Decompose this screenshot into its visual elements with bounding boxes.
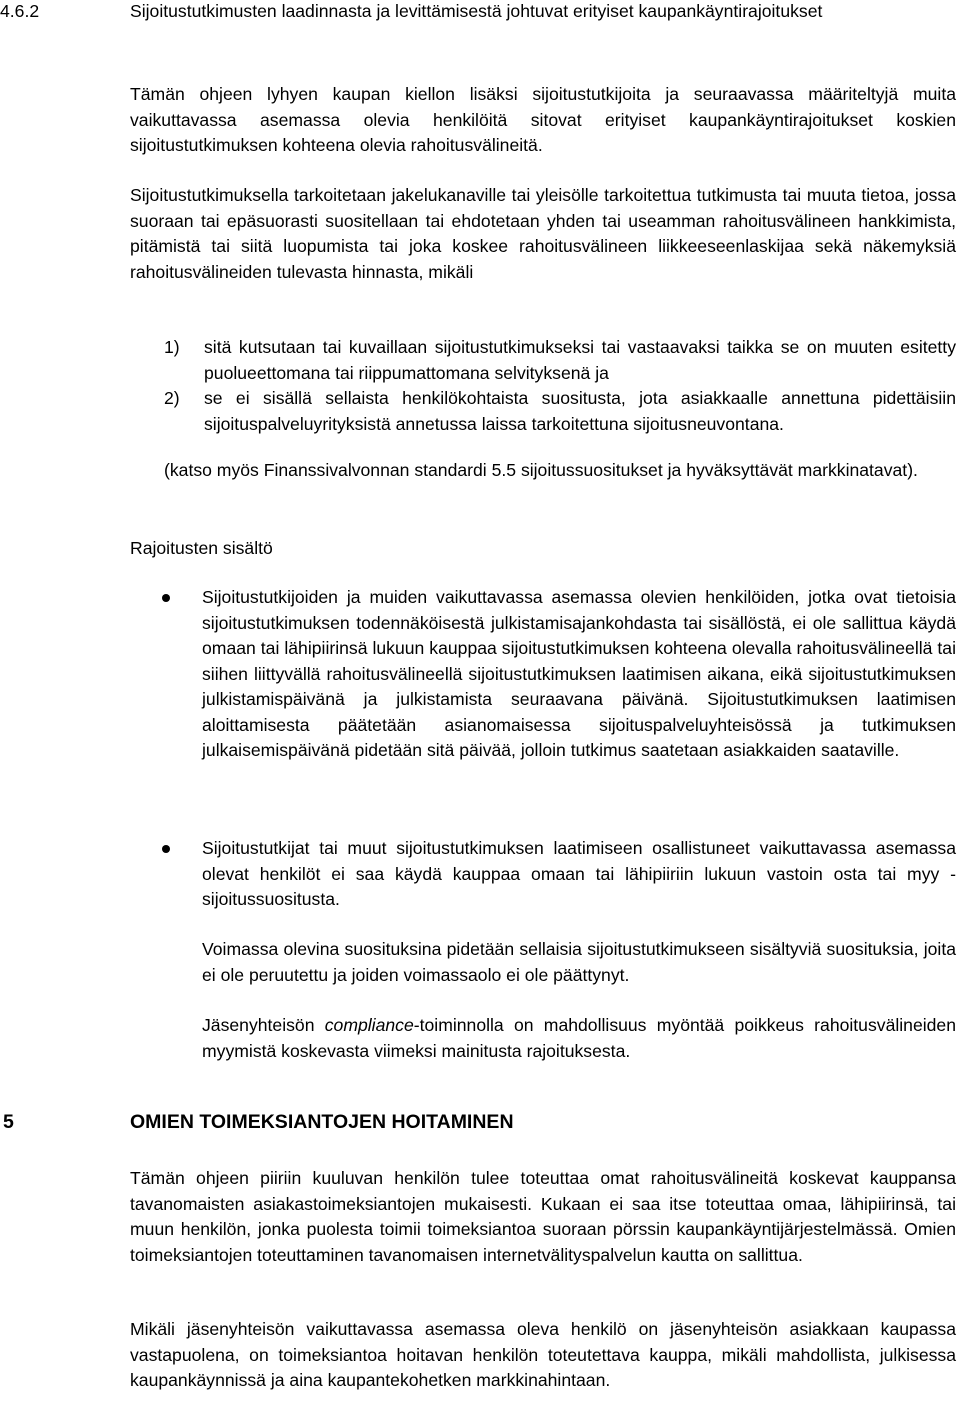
list-item-text: sitä kutsutaan tai kuvaillaan sijoitustutkimukseksi tai vastaavaksi taikka se on muuten esitetty puolueettomana tai riippumattomana selvityksenä ja xyxy=(204,337,956,383)
compliance-paragraph xyxy=(202,1013,956,1064)
definition-paragraph: Sijoitustutkimuksella tarkoitetaan jakelukanaville tai yleisölle tarkoitettua tutkimusta tai muuta tietoa, jossa suoraan tai epäsuorasti suositellaan tai ehdotetaan yhden tai useamman rahoitusvälineen hankkimista, pitämistä tai siitä luopumista tai joka koskee rahoitusvälineen liikkeeseenlaskijaa sekä näkemyksiä rahoitusvälineiden tulevasta hinnasta, mikäli xyxy=(130,185,956,282)
see-also-note: (katso myös Finanssivalvonnan standardi 5.5 sijoitussuositukset ja hyväksyttävät markkinatavat). xyxy=(164,460,918,480)
section-5-paragraph-1: Tämän ohjeen piiriin kuuluvan henkilön tulee toteuttaa omat rahoitusvälineitä koskevat kauppansa tavanomaisten asiakastoimeksiantojen mukaisesti. Kukaan ei saa itse toteuttaa omaa, lähipiirinsä, tai muun henkilön, jonka puolesta toimii toimeksiantoa suoraan pörssin kaupankäyntijärjestelmässä. Omien toimeksiantojen toteuttaminen tavanomaisen internetvälityspalvelun kautta on sallittua. xyxy=(130,1168,956,1265)
section-5-number: 5 xyxy=(3,1111,14,1133)
section-number: 4.6.2 xyxy=(0,1,40,21)
section-5-paragraph-2: Mikäli jäsenyhteisön vaikuttavassa asemassa oleva henkilö on jäsenyhteisön asiakkaan kaupassa vastapuolena, on toimeksiantoa hoitavan henkilön toteutettava kauppa, mikäli mahdollista, julkisessa kaupankäynnissä ja aina kaupantekohetken markkinahintaan. xyxy=(130,1319,956,1390)
list-item-label: 1) xyxy=(164,337,180,357)
section-5-title: OMIEN TOIMEKSIANTOJEN HOITAMINEN xyxy=(130,1111,514,1133)
intro-paragraph: Tämän ohjeen lyhyen kaupan kiellon lisäksi sijoitustutkijoita ja seuraavassa määriteltyjä muita vaikuttavassa asemassa olevia henkilöitä sitovat erityiset kaupankäyntirajoitukset koskien sijoitustutkimuksen kohteena olevia rahoitusvälineitä. xyxy=(130,84,956,155)
section-heading xyxy=(0,0,960,51)
bullet-icon xyxy=(160,843,172,855)
section-title: Sijoitustutkimusten laadinnasta ja levittämisestä johtuvat erityiset kaupankäyntirajoitukset xyxy=(130,1,823,21)
compliance-text-before: Jäsenyhteisön xyxy=(202,1015,325,1035)
bullet-item-2: Sijoitustutkijat tai muut sijoitustutkimuksen laatimiseen osallistuneet vaikuttavassa asemassa olevat henkilöt ei saa käydä kauppaa omaan tai lähipiiriin lukuun vastoin osta tai myy -sijoitussuositusta. xyxy=(202,838,956,909)
bullet-item-1: Sijoitustutkijoiden ja muiden vaikuttavassa asemassa olevien henkilöiden, jotka ovat tietoisia sijoitustutkimuksen todennäköisestä julkistamisajankohdasta tai sisällöstä, ei ole sallittua käydä omaan tai lähipiirinsä lukuun kauppaa sijoitustutkimuksen kohteena olevalla rahoitusvälineellä tai siihen liittyvällä rahoitusvälineellä sijoitustutkimuksen laatimisen aikana, eikä sijoitustutkimuksen julkistamispäivänä ja julkistamista seuraavana päivänä. Sijoitustutkimuksen laatimisen aloittamisesta päätetään asianomaisessa sijoituspalveluyhteisössä ja tutkimuksen julkaisemispäivänä pidetään sitä päivää, jolloin tutkimus saatetaan asiakkaiden saataville. xyxy=(202,587,956,760)
bullet-icon xyxy=(160,592,172,604)
list-item-text: se ei sisällä sellaista henkilökohtaista suositusta, jota asiakkaalle annettuna pidettäisiin sijoituspalveluyrityksistä annetussa laissa tarkoitettuna sijoitusneuvontana. xyxy=(204,388,956,434)
compliance-italic-term: compliance xyxy=(324,1015,414,1035)
list-item-label: 2) xyxy=(164,388,180,408)
compliance-text-after: -toiminnolla on mahdollisuus myöntää poikkeus rahoitusvälineiden myymistä koskevasta viimeksi mainitusta rajoituksesta. xyxy=(202,1015,956,1061)
valid-recommendations-paragraph: Voimassa olevina suosituksina pidetään sellaisia sijoitustutkimukseen sisältyviä suosituksia, joita ei ole peruutettu ja joiden voimassaolo ei ole päättynyt. xyxy=(202,939,956,985)
subheading-restrictions: Rajoitusten sisältö xyxy=(130,538,273,558)
